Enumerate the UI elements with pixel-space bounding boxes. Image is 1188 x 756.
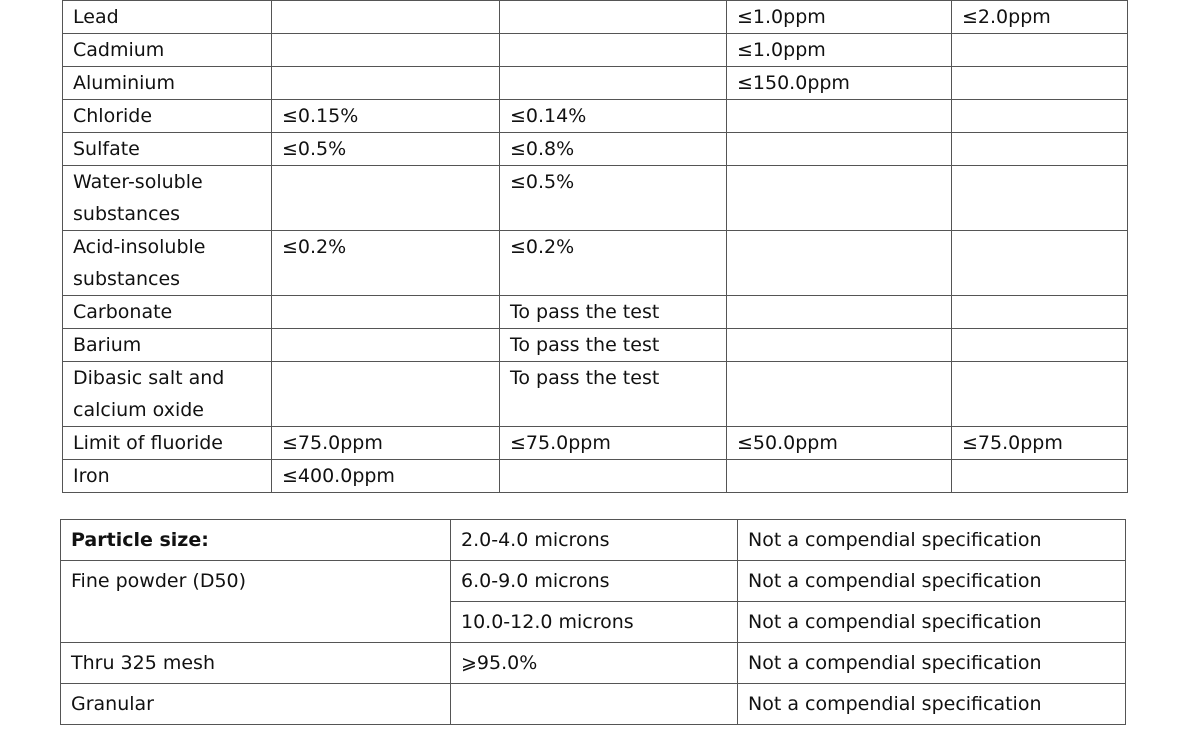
spec-cell <box>952 231 1128 296</box>
table-row <box>63 34 1128 67</box>
test-name-cell: Carbonate <box>63 296 272 329</box>
spec-cell <box>952 329 1128 362</box>
spec-cell <box>952 166 1128 231</box>
spec-cell <box>952 34 1128 67</box>
table-row <box>61 561 1126 602</box>
spec-cell <box>272 329 500 362</box>
spec-cell: ≤0.2% <box>272 231 500 296</box>
compendial-note-cell: Not a compendial specification <box>738 602 1126 643</box>
table-row <box>63 100 1128 133</box>
test-name-cell: Water-soluble substances <box>63 166 272 231</box>
spec-cell <box>272 1 500 34</box>
spec-cell <box>952 100 1128 133</box>
range-cell: 6.0-9.0 microns <box>451 561 738 602</box>
spec-cell: ≤0.5% <box>272 133 500 166</box>
spec-cell: ≤75.0ppm <box>272 427 500 460</box>
spec-cell: ≤0.2% <box>500 231 727 296</box>
spec-cell <box>952 296 1128 329</box>
test-name-cell: Dibasic salt and calcium oxide <box>63 362 272 427</box>
table-row <box>63 427 1128 460</box>
spec-cell: ≤1.0ppm <box>727 34 952 67</box>
spec-cell: ≤1.0ppm <box>727 1 952 34</box>
spec-cell <box>272 67 500 100</box>
test-name-cell: Iron <box>63 460 272 493</box>
spec-cell <box>952 362 1128 427</box>
spec-cell <box>727 166 952 231</box>
spec-cell: To pass the test <box>500 329 727 362</box>
spec-cell <box>500 460 727 493</box>
granular-label: Granular <box>61 684 451 725</box>
spec-cell <box>272 166 500 231</box>
table-row <box>61 643 1126 684</box>
spec-cell: ≤50.0ppm <box>727 427 952 460</box>
test-name-cell: Barium <box>63 329 272 362</box>
spec-cell <box>952 133 1128 166</box>
spec-cell <box>952 67 1128 100</box>
range-cell: 10.0-12.0 microns <box>451 602 738 643</box>
range-cell: 2.0-4.0 microns <box>451 520 738 561</box>
spec-cell: ≤0.15% <box>272 100 500 133</box>
table-row <box>63 133 1128 166</box>
spec-cell <box>727 231 952 296</box>
spec-cell: ≤75.0ppm <box>500 427 727 460</box>
compendial-note-cell: Not a compendial specification <box>738 561 1126 602</box>
spec-cell: ≤0.14% <box>500 100 727 133</box>
test-name-cell: Acid-insoluble substances <box>63 231 272 296</box>
compendial-note-cell: Not a compendial specification <box>738 684 1126 725</box>
spec-cell: ≤0.8% <box>500 133 727 166</box>
range-cell: ⩾95.0% <box>451 643 738 684</box>
spec-cell <box>272 34 500 67</box>
specification-table <box>62 0 1128 493</box>
test-name-cell: Lead <box>63 1 272 34</box>
table-row <box>61 520 1126 561</box>
spec-cell: To pass the test <box>500 362 727 427</box>
spec-cell <box>500 67 727 100</box>
test-name-cell: Chloride <box>63 100 272 133</box>
spec-cell <box>727 329 952 362</box>
spec-cell <box>500 1 727 34</box>
spec-cell <box>952 460 1128 493</box>
test-name-cell: Sulfate <box>63 133 272 166</box>
table-row <box>61 684 1126 725</box>
spec-cell <box>500 34 727 67</box>
spec-cell: ≤150.0ppm <box>727 67 952 100</box>
test-name-cell: Limit of fluoride <box>63 427 272 460</box>
table-row <box>63 296 1128 329</box>
spec-cell: ≤2.0ppm <box>952 1 1128 34</box>
test-name-cell: Cadmium <box>63 34 272 67</box>
test-name-cell: Aluminium <box>63 67 272 100</box>
thru-mesh-label: Thru 325 mesh <box>61 643 451 684</box>
table-row <box>63 329 1128 362</box>
table-row <box>63 166 1128 231</box>
table-row <box>63 231 1128 296</box>
table-row <box>63 1 1128 34</box>
spec-cell <box>727 362 952 427</box>
compendial-note-cell: Not a compendial specification <box>738 643 1126 684</box>
table-row <box>63 362 1128 427</box>
spec-cell <box>272 296 500 329</box>
table-row <box>63 460 1128 493</box>
compendial-note-cell: Not a compendial specification <box>738 520 1126 561</box>
spec-cell <box>727 100 952 133</box>
range-cell <box>451 684 738 725</box>
particle-size-header: Particle size: <box>61 520 451 561</box>
spec-cell <box>727 296 952 329</box>
spec-cell: ≤400.0ppm <box>272 460 500 493</box>
spec-cell: ≤0.5% <box>500 166 727 231</box>
particle-size-table <box>60 519 1126 725</box>
spec-cell: To pass the test <box>500 296 727 329</box>
spec-cell <box>272 362 500 427</box>
spec-cell <box>727 460 952 493</box>
spec-cell: ≤75.0ppm <box>952 427 1128 460</box>
fine-powder-label: Fine powder (D50) <box>61 561 451 643</box>
table-row <box>63 67 1128 100</box>
spec-cell <box>727 133 952 166</box>
